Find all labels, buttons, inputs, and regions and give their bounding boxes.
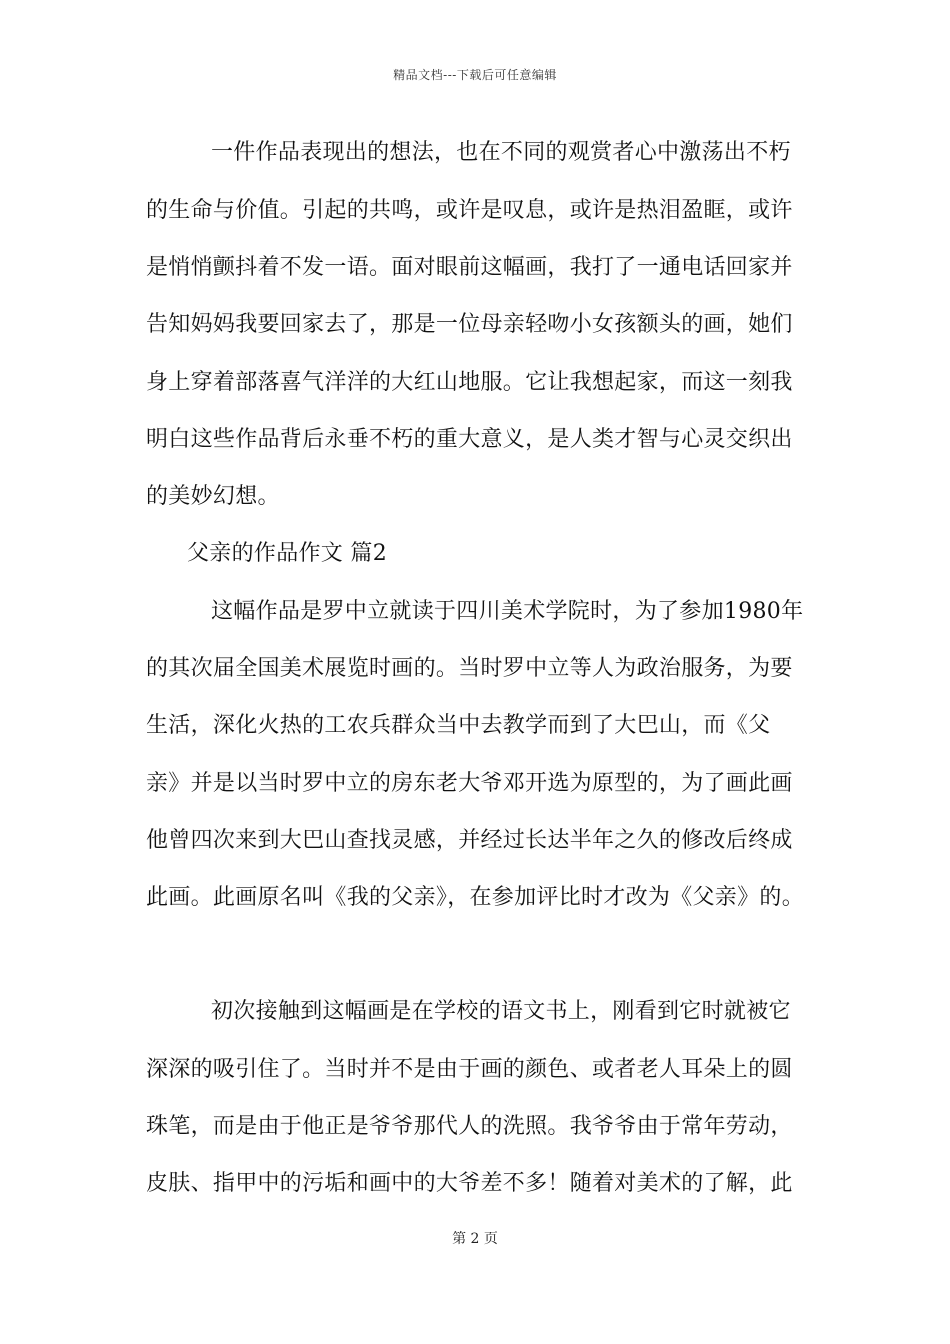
paragraph-line: 是悄悄颤抖着不发一语。面对眼前这幅画，我打了一通电话回家并 [146,255,793,280]
paragraph-line: 的美妙幻想。 [146,484,280,509]
paragraph-line: 亲》并是以当时罗中立的房东老大爷邓开选为原型的，为了画此画 [146,771,793,796]
paragraph-line: 的生命与价值。引起的共鸣，或许是叹息，或许是热泪盈眶，或许 [146,198,793,223]
paragraph-line: 的其次届全国美术展览时画的。当时罗中立等人为政治服务，为要 [146,656,793,681]
paragraph-line: 明白这些作品背后永垂不朽的重大意义，是人类才智与心灵交织出 [146,427,793,452]
paragraph-line: 此画。此画原名叫《我的父亲》，在参加评比时才改为《父亲》的。 [146,885,805,910]
paragraph-line: 珠笔，而是由于他正是爷爷那代人的洗照。我爷爷由于常年劳动， [146,1114,793,1139]
paragraph-line: 皮肤、指甲中的污垢和画中的大爷差不多！随着对美术的了解，此 [146,1171,793,1196]
paragraph-line: 深深的吸引住了。当时并不是由于画的颜色、或者老人耳朵上的圆 [146,1057,793,1082]
paragraph-line: 一件作品表现出的想法，也在不同的观赏者心中激荡出不朽 [211,140,791,165]
page-number: 第 2 页 [452,1231,498,1247]
paragraph-line: 这幅作品是罗中立就读于四川美术学院时，为了参加1980年 [211,599,804,624]
paragraph-line: 告知妈妈我要回家去了，那是一位母亲轻吻小女孩额头的画，她们 [146,312,793,337]
page-header: 精品文档---下载后可任意编辑 [393,68,557,82]
section-heading: 父亲的作品作文 篇2 [187,541,387,566]
paragraph-line: 身上穿着部落喜气洋洋的大红山地服。它让我想起家，而这一刻我 [146,370,793,395]
paragraph-line: 初次接触到这幅画是在学校的语文书上，刚看到它时就被它 [211,999,791,1024]
paragraph-line: 生活，深化火热的工农兵群众当中去教学而到了大巴山，而《父 [146,713,771,738]
paragraph-line: 他曾四次来到大巴山查找灵感，并经过长达半年之久的修改后终成 [146,828,793,853]
